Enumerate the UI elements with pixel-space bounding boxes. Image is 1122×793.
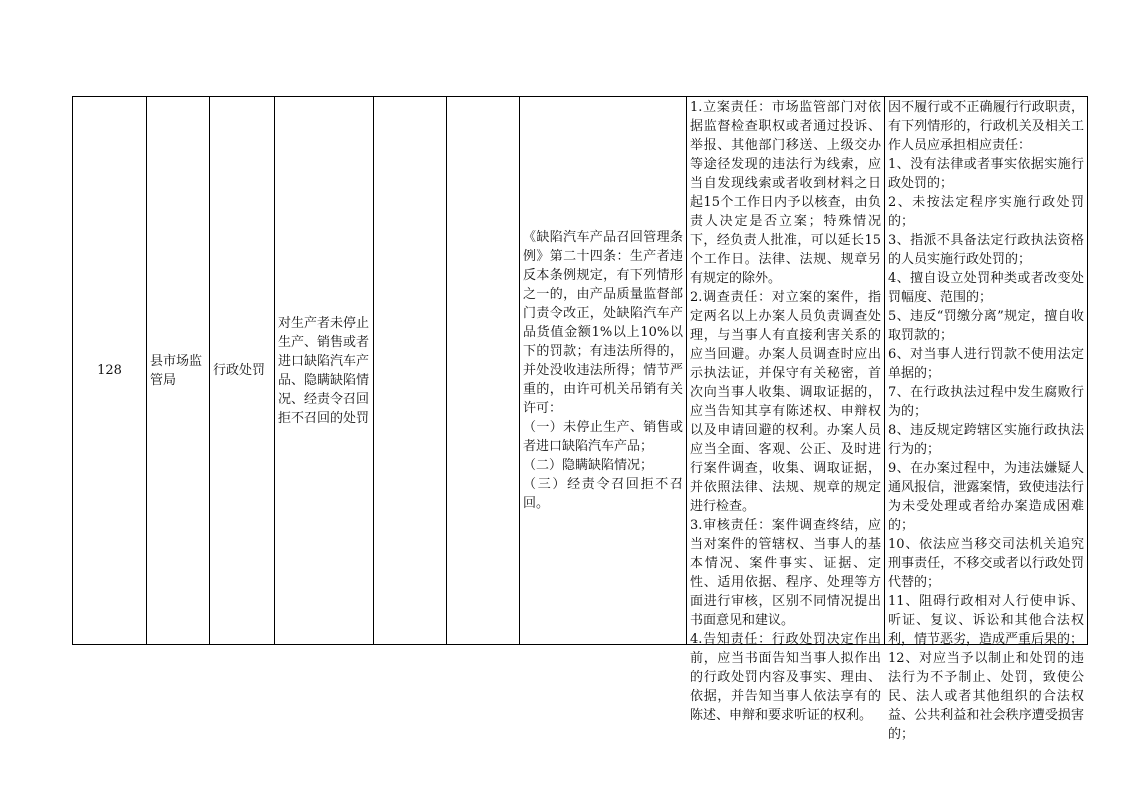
accountability-item: 1、没有法律或者事实依据实施行政处罚的； (888, 156, 1084, 191)
department-cell: 县市场监管局 (147, 97, 210, 645)
accountability-item: 8、违反规定跨辖区实施行政执法行为的； (888, 422, 1084, 457)
legal-basis-clause: （三）经责令召回拒不召回。 (523, 477, 683, 511)
accountability-item: 2、未按法定程序实施行政处罚的； (888, 194, 1084, 229)
item-name-cell: 对生产者未停止生产、销售或者进口缺陷汽车产品、隐瞒缺陷情况、经责令召回拒不召回的处罚 (275, 97, 374, 645)
responsibility-item: 1.立案责任：市场监管部门对依据监督检查职权或者通过投诉、举报、其他部门移送、上级交办等途径发现的违法行为线索，应当自发现线索或者收到材料之日起15个工作日内予以核查，由负责人决定是否立案；特殊情况下，经负责人批准，可以延长15个工作日。法律、法规、规章另有规定的除外。 (690, 99, 881, 286)
accountability-item: 6、对当事人进行罚款不使用法定单据的； (888, 346, 1084, 381)
accountability-item: 3、指派不具备法定行政执法资格的人员实施行政处罚的； (888, 232, 1084, 267)
code-cell (447, 97, 520, 645)
accountability-item: 5、违反“罚缴分离”规定，擅自收取罚款的； (888, 308, 1084, 343)
power-list-table (72, 96, 1088, 742)
accountability-cell (885, 97, 1088, 742)
accountability-item: 4、擅自设立处罚种类或者改变处罚幅度、范围的； (888, 270, 1084, 305)
accountability-intro: 因不履行或不正确履行行政职责，有下列情形的，行政机关及相关工作人员应承担相应责任： (888, 99, 1084, 153)
legal-basis-clause: （二）隐瞒缺陷情况； (523, 458, 654, 473)
responsibility-item: 2.调查责任：对立案的案件，指定两名以上办案人员负责调查处理，与当事人有直接利害关系的应当回避。办案人员调查时应出示执法证，并保守有关秘密，首次向当事人收集、调取证据的，应当告知其享有陈述权、申辩权以及申请回避的权利。办案人员应当全面、客观、公正、及时进行案件调查，收集、调取证据，并依照法律、法规、规章的规定进行检查。 (690, 289, 881, 514)
accountability-item: 12、对应当予以制止和处罚的违法行为不予制止、处罚，致使公民、法人或者其他组织的合法权益、公共利益和社会秩序遭受损害的； (888, 650, 1084, 742)
responsibility-cell (687, 97, 885, 723)
legal-basis-cell (520, 97, 687, 645)
responsibility-item: 3.审核责任：案件调查终结，应当对案件的管辖权、当事人的基本情况、案件事实、证据、定性、适用依据、程序、处理等方面进行审核，区别不同情况提出书面意见和建议。 (690, 517, 881, 628)
sub-item-cell (374, 97, 447, 645)
legal-basis-text: 《缺陷汽车产品召回管理条例》第二十四条：生产者违反本条例规定，有下列情形之一的，由产品质量监督部门责令改正，处缺陷汽车产品货值金额1%以上10%以下的罚款；有违法所得的，并处没收违法所得；情节严重的，由许可机关吊销有关许可： (523, 230, 683, 416)
sequence-number: 128 (73, 97, 147, 645)
legal-basis-clause: （一）未停止生产、销售或者进口缺陷汽车产品； (523, 420, 683, 454)
accountability-item: 7、在行政执法过程中发生腐败行为的； (888, 384, 1084, 419)
power-type-cell: 行政处罚 (210, 97, 275, 645)
accountability-item: 11、阻碍行政相对人行使申诉、听证、复议、诉讼和其他合法权利，情节恶劣，造成严重后果的； (888, 593, 1084, 647)
accountability-item: 9、在办案过程中，为违法嫌疑人通风报信，泄露案情，致使违法行为未受处理或者给办案造成困难的； (888, 460, 1084, 533)
accountability-item: 10、依法应当移交司法机关追究刑事责任，不移交或者以行政处罚代替的； (888, 536, 1084, 590)
table-row (73, 97, 1088, 645)
responsibility-item: 4.告知责任：行政处罚决定作出前，应当书面告知当事人拟作出的行政处罚内容及事实、理由、依据，并告知当事人依法享有的陈述、申辩和要求听证的权利。 (690, 631, 881, 723)
